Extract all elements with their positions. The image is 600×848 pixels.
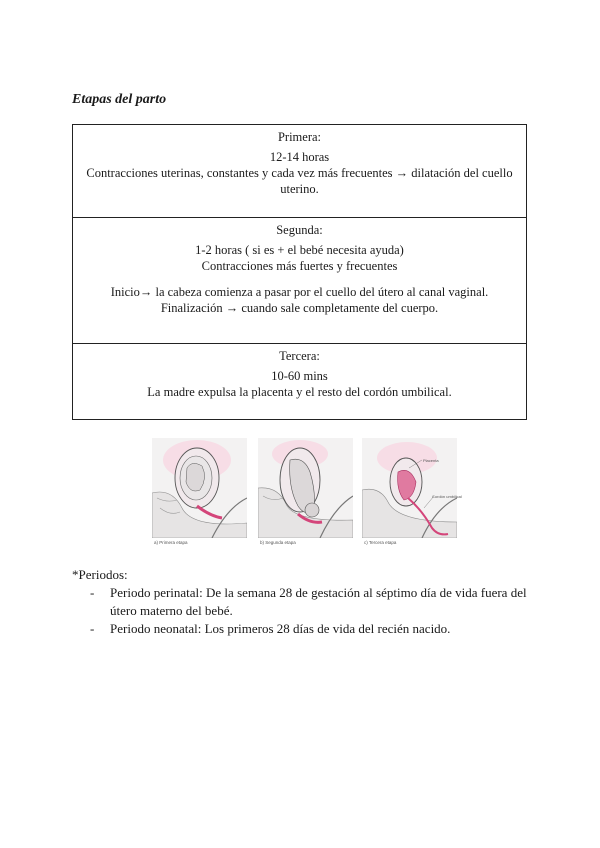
figure-panel-second-stage — [258, 438, 353, 550]
stage-description: Contracciones más fuertes y frecuentes — [201, 259, 398, 273]
stage-name: Primera: — [277, 130, 322, 144]
stages-table — [72, 124, 527, 420]
figure-caption: c) Tercera etapa — [364, 540, 397, 545]
document-title: Etapas del parto — [72, 92, 167, 107]
periods-heading: *Periodos: — [72, 567, 128, 582]
stage-end: Finalización → cuando sale completamente del cuerpo. — [160, 301, 439, 315]
stage-cell — [73, 125, 527, 218]
stage-duration: 10-60 mins — [271, 369, 328, 383]
placenta-label: Placenta — [423, 458, 439, 463]
figure-panel-first-stage — [152, 438, 247, 550]
stage-description: La madre expulsa la placenta y el resto del cordón umbilical. — [147, 385, 452, 399]
umbilical-cord-label: Cordón umbilical — [432, 494, 462, 499]
periods-notes — [72, 566, 530, 638]
stage-start: Inicio→ la cabeza comienza a pasar por el cuello del útero al canal vaginal. — [110, 285, 489, 299]
stage-name: Tercera: — [279, 349, 320, 363]
stage-duration: 12-14 horas — [269, 150, 330, 164]
first-stage-illustration — [152, 438, 247, 538]
second-stage-illustration — [258, 438, 353, 538]
stage-name: Segunda: — [276, 223, 323, 237]
stage-cell — [73, 218, 527, 344]
stage-row-third — [73, 344, 527, 420]
periods-list — [72, 584, 530, 638]
figure-caption: a) Primera etapa — [154, 540, 188, 545]
figure-panel-third-stage — [362, 438, 462, 550]
stage-duration: 1-2 horas ( si es + el bebé necesita ayuda) — [195, 243, 404, 257]
labor-stages-figure — [152, 438, 462, 550]
stage-cell — [73, 344, 527, 420]
list-item: - Periodo perinatal: De la semana 28 de gestación al séptimo día de vida fuera del útero materno del bebé. — [90, 584, 530, 620]
list-item: - Periodo neonatal: Los primeros 28 días de vida del recién nacido. — [90, 620, 530, 638]
third-stage-illustration — [362, 438, 457, 538]
stage-row-first — [73, 125, 527, 218]
stage-row-second — [73, 218, 527, 344]
stage-description: Contracciones uterinas, constantes y cada vez más frecuentes → dilatación del cuello uterino. — [86, 166, 513, 196]
figure-caption: b) Segunda etapa — [260, 540, 296, 545]
